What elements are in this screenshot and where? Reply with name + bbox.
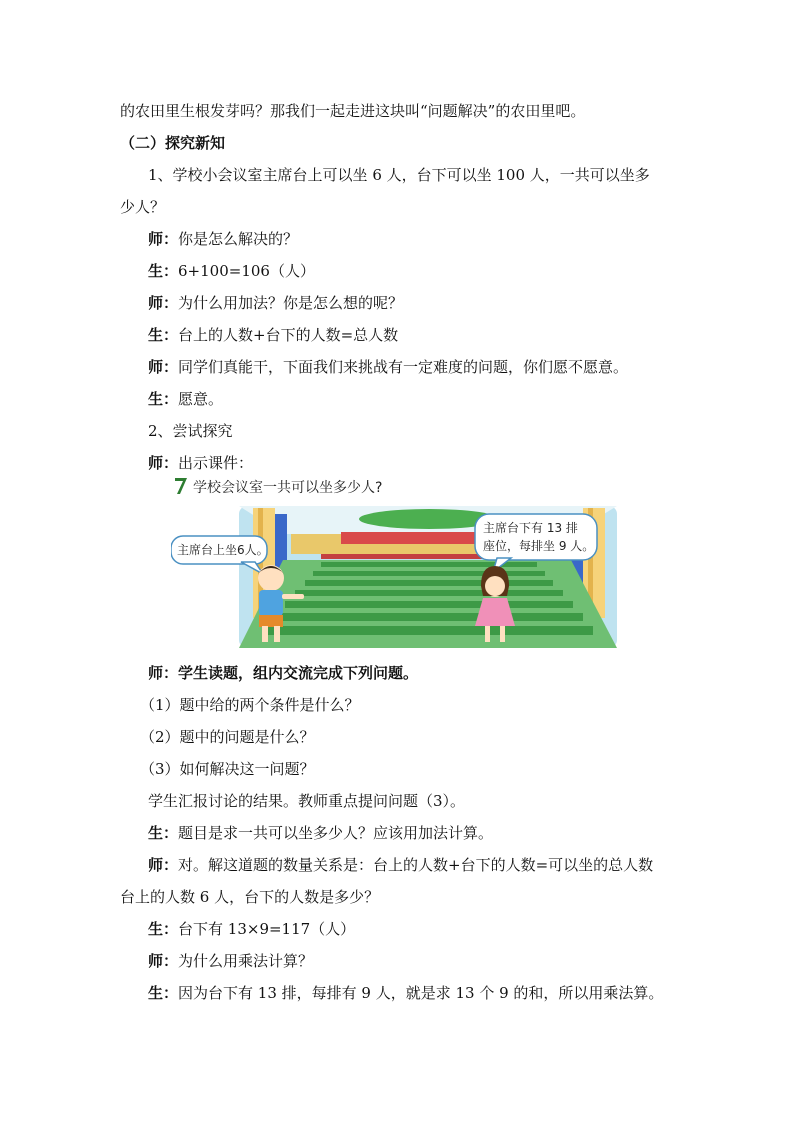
speaker-label: 生： [148, 984, 179, 1002]
text-line-continuation: 台上的人数 6 人，台下的人数是多少？ [120, 888, 380, 906]
subsection-heading: 2、尝试探究 [148, 422, 233, 440]
dialogue-line [148, 324, 398, 346]
section-heading: （二）探究新知 [120, 134, 226, 152]
speaker-label: 师： [148, 856, 179, 874]
speaker-label: 师： [148, 952, 179, 970]
dialogue-text: 出示课件： [178, 454, 254, 472]
speaker-label: 师： [148, 230, 179, 248]
dialogue-text: 你是怎么解决的？ [178, 230, 299, 248]
right-bubble-text-1: 主席台下有 13 排 [483, 521, 578, 535]
left-bubble-text: 主席台上坐6人。 [177, 543, 269, 557]
dialogue-text: 台下有 13×9=117（人） [178, 920, 356, 938]
dialogue-text: 因为台下有 13 排，每排有 9 人，就是求 13 个 9 的和，所以用乘法算。 [178, 984, 664, 1002]
question-item-3: （3）如何解决这一问题？ [140, 760, 315, 778]
dialogue-text: 台上的人数+台下的人数=总人数 [178, 326, 399, 344]
courseware-illustration [171, 474, 620, 649]
text-line-1: 的农田里生根发芽吗？那我们一起走进这块叫“问题解决”的农田里吧。 [120, 102, 586, 120]
dialogue-text: 愿意。 [178, 390, 224, 408]
question-item-1: （1）题中给的两个条件是什么？ [140, 696, 360, 714]
speaker-label: 师： [148, 454, 179, 472]
speaker-label: 生： [148, 920, 179, 938]
question-1-line-1: 1、学校小会议室主席台上可以坐 6 人，台下可以坐 100 人，一共可以坐多 [148, 166, 650, 184]
figure-title: 学校会议室一共可以坐多少人? [193, 480, 383, 496]
teacher-instruction: 师：学生读题，组内交流完成下列问题。 [148, 664, 419, 682]
dialogue-text: 为什么用乘法计算？ [178, 952, 314, 970]
speaker-label: 师： [148, 294, 179, 312]
speaker-label: 师： [148, 358, 179, 376]
dialogue-line [148, 356, 628, 378]
dialogue-line [148, 854, 653, 876]
dialogue-text: 6+100=106（人） [178, 262, 315, 280]
dialogue-line [148, 918, 355, 940]
dialogue-line [148, 260, 315, 282]
dialogue-line [148, 822, 493, 844]
dialogue-line [148, 388, 223, 410]
dialogue-text: 同学们真能干，下面我们来挑战有一定难度的问题，你们愿不愿意。 [178, 358, 629, 376]
dialogue-text: 对。解这道题的数量关系是：台上的人数+台下的人数=可以坐的总人数 [178, 856, 654, 874]
dialogue-text: 为什么用加法？你是怎么想的呢？ [178, 294, 404, 312]
question-1-line-2: 少人？ [120, 198, 166, 216]
text-line-report: 学生汇报讨论的结果。教师重点提问问题（3）。 [148, 792, 466, 810]
speaker-label: 生： [148, 824, 179, 842]
speaker-label: 生： [148, 326, 179, 344]
speaker-label: 生： [148, 262, 179, 280]
dialogue-line [148, 982, 663, 1004]
dialogue-line [148, 292, 403, 314]
dialogue-line [148, 228, 298, 250]
speaker-label: 生： [148, 390, 179, 408]
dialogue-text: 题目是求一共可以坐多少人？应该用加法计算。 [178, 824, 494, 842]
right-bubble-text-2: 座位，每排坐 9 人。 [483, 539, 595, 553]
dialogue-line [148, 452, 253, 474]
dialogue-line [148, 950, 313, 972]
question-item-2: （2）题中的问题是什么？ [140, 728, 315, 746]
